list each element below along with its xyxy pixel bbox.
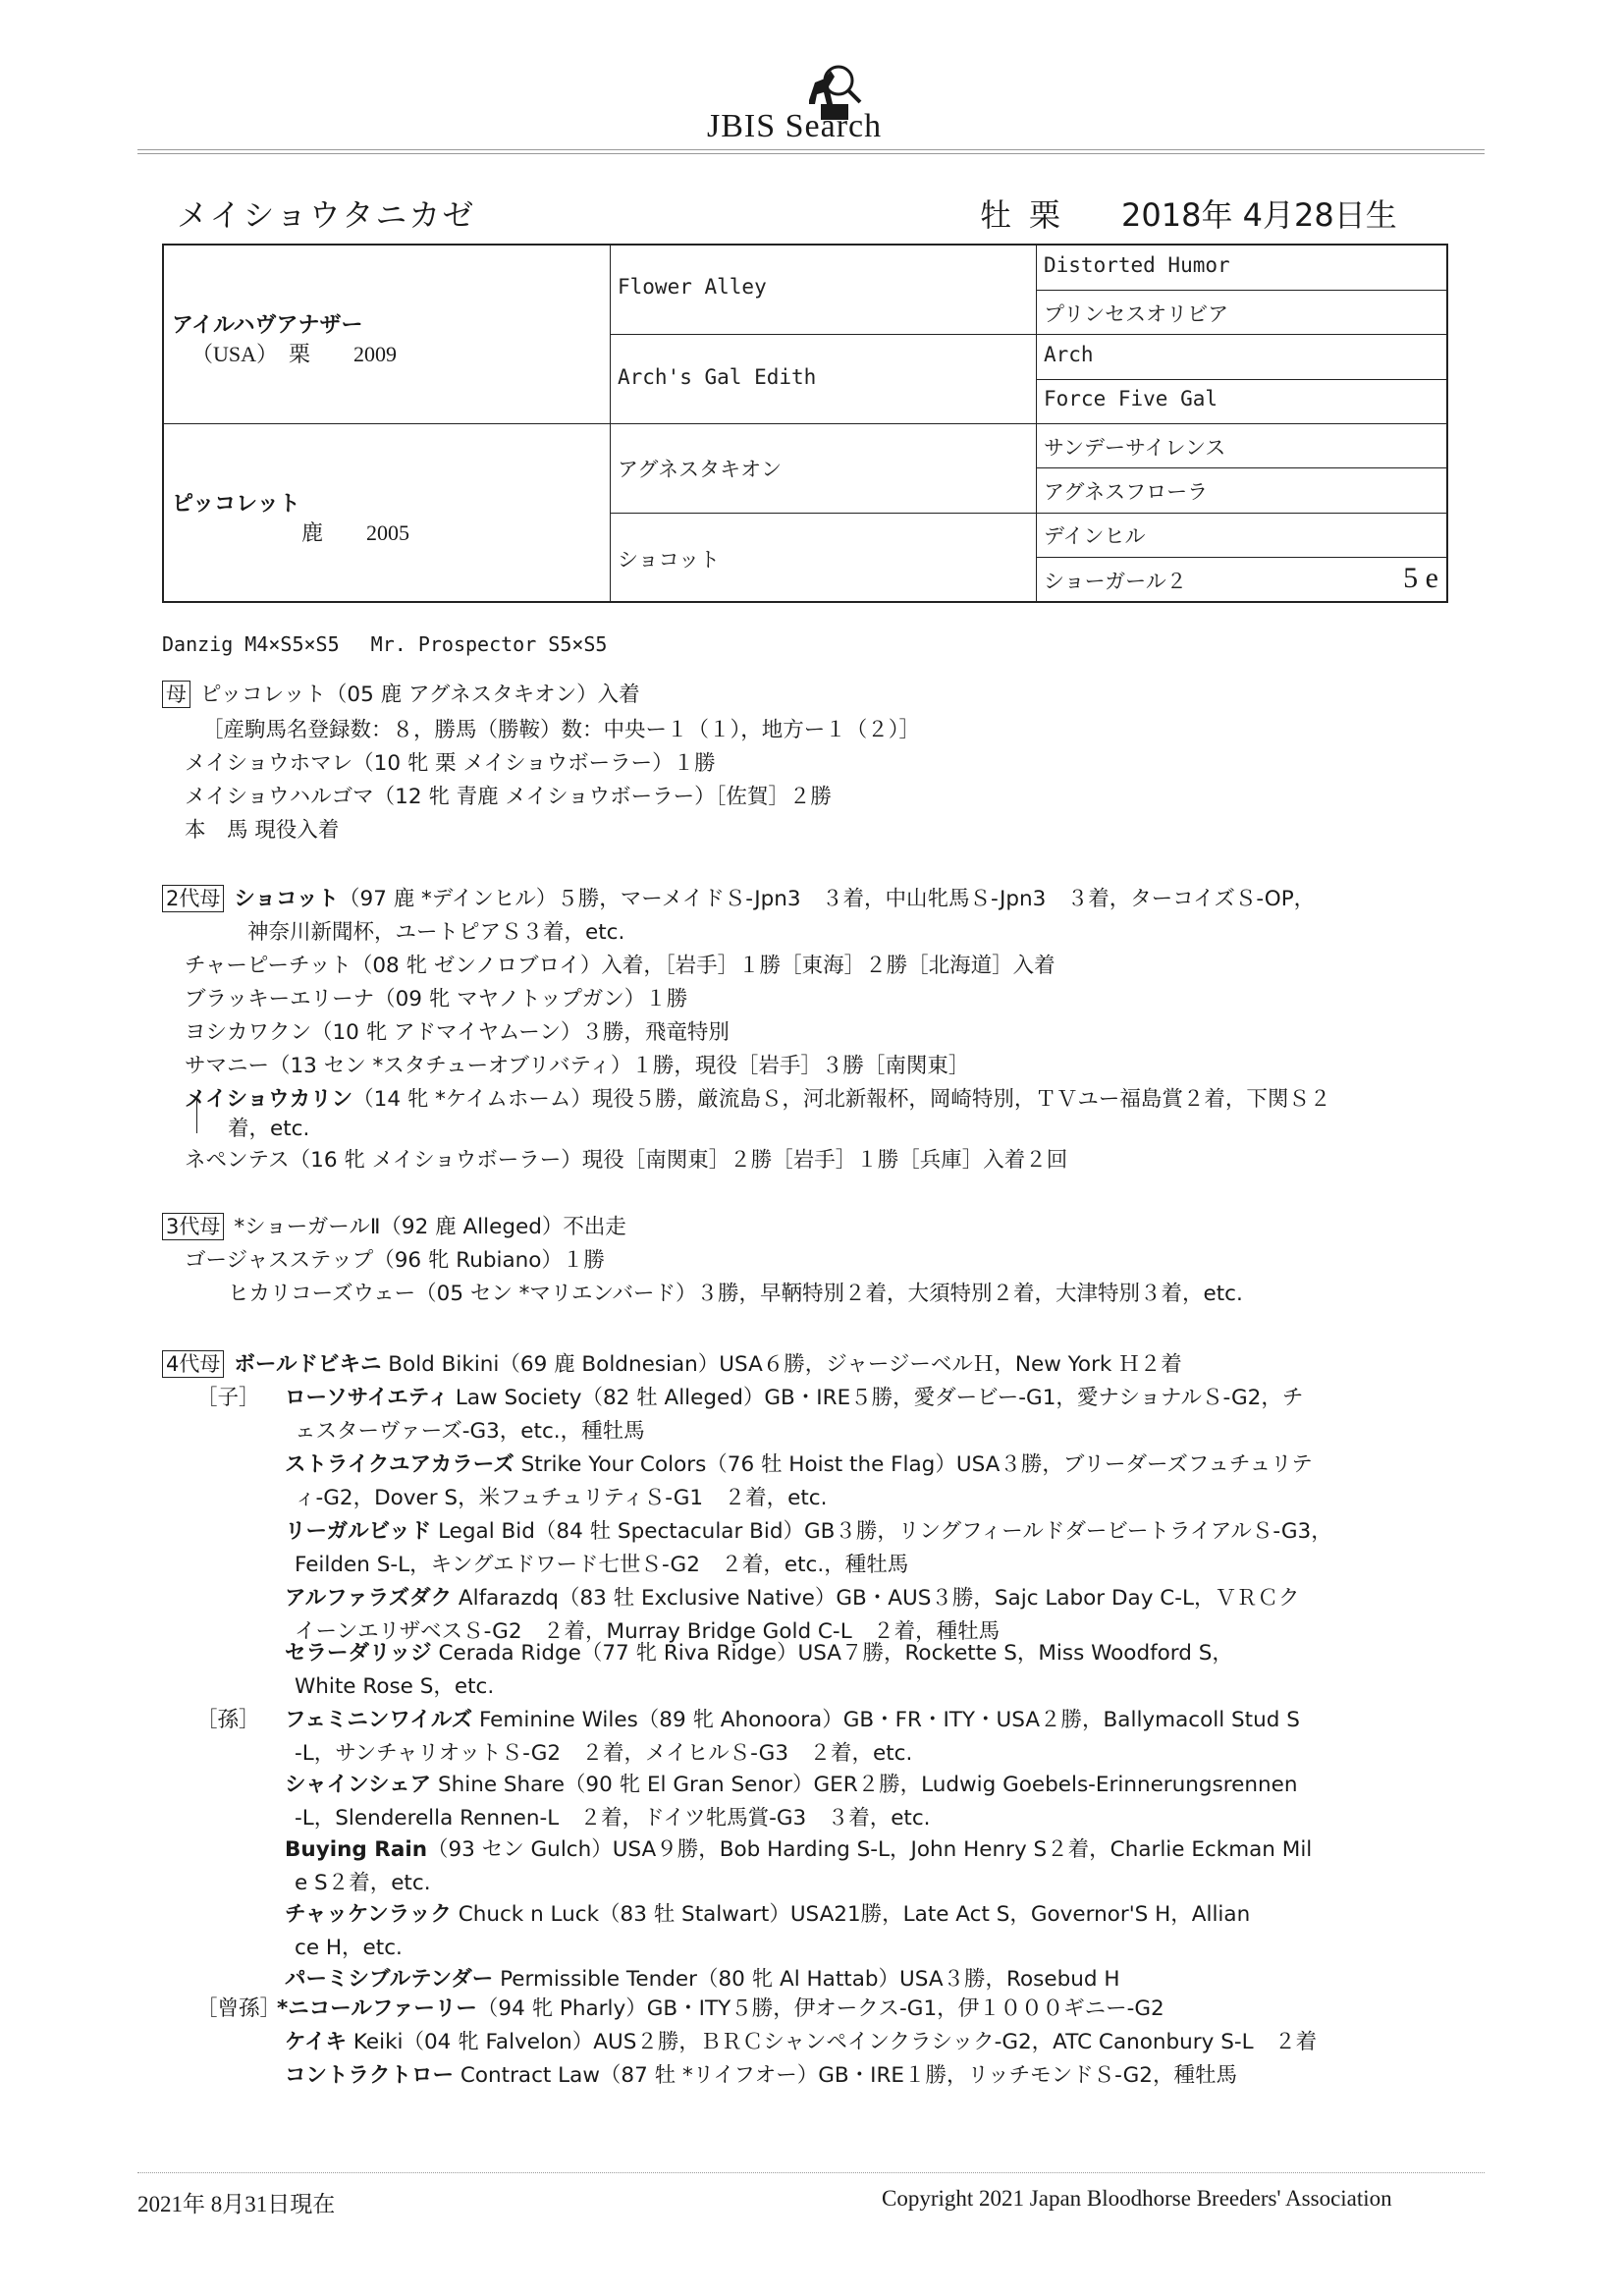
footer-rule [137, 2172, 1485, 2173]
second-dam-line: チャーピーチット（08 牝 ゼンノロブロイ）入着，［岩手］１勝［東海］２勝［北海道］入着 [185, 954, 1056, 978]
horse-color: 栗 [1029, 196, 1061, 234]
pedigree-dd: ショコット [618, 548, 721, 572]
produce-entry: チャッケンラック Chuck n Luck（83 牡 Stalwart）USA21勝，Late Act S，Governor'S H，Allian [285, 1902, 1251, 1927]
produce-entry-cont: ce H，etc. [295, 1936, 403, 1960]
second-dam-line: ネペンテス（16 牝 メイショウボーラー）現役［南関東］２勝［岩手］１勝［兵庫］入着２回 [185, 1148, 1068, 1173]
horse-sex: 牡 [980, 196, 1012, 234]
produce-entry: シャインシェア Shine Share（90 牝 El Gran Senor）GER２勝，Ludwig Goebels-Erinnerungsrennen [285, 1773, 1298, 1797]
continuation-bar [196, 1100, 197, 1133]
label-great-grandchild: ［曾孫］ [196, 1996, 282, 2021]
produce-entry-cont: e S２着，etc. [295, 1871, 431, 1895]
pedigree-divider [610, 334, 1446, 335]
second-dam-line: 着，etc. [228, 1117, 310, 1141]
dam-name: ピッコレット [172, 492, 300, 517]
produce-entry: コントラクトロー Contract Law（87 牡 *リイフオー）GB・IRE１勝，リッチモンドＳ-G2，種牡馬 [285, 2063, 1237, 2088]
second-dam-line: ブラッキーエリーナ（09 牝 マヤノトップガン）１勝 [185, 987, 688, 1011]
dam-line: メイショウホマレ（10 牝 栗 メイショウボーラー）１勝 [185, 751, 716, 776]
label-grandchild: ［孫］ [196, 1708, 260, 1732]
pedigree-divider [1036, 290, 1446, 291]
sire-info: （USA） 栗 2009 [191, 342, 398, 366]
pedigree-divider [1036, 557, 1446, 558]
pedigree-sd: Arch's Gal Edith [618, 365, 817, 389]
second-dam-text: （97 鹿 *デインヒル）５勝，マーメイドＳ-Jpn3 ３着，中山牝馬Ｓ-Jpn3 ３着，ターコイズＳ-OP， [339, 887, 1316, 911]
produce-entry-cont: White Rose S，etc. [295, 1674, 495, 1699]
logo-text: JBIS Search [707, 108, 883, 144]
pedigree-divider [164, 423, 1446, 424]
pedigree-table [162, 244, 1448, 603]
pedigree-sdd: Force Five Gal [1044, 387, 1218, 410]
second-dam-line: 神奈川新聞杯，ユートピアＳ３着，etc. [247, 920, 625, 945]
produce-entry: ケイキ Keiki（04 牝 Falvelon）AUS２勝，ＢＲＣシャンペインクラシック-G2，ATC Canonbury S-L ２着 [285, 2030, 1318, 2054]
produce-entry: ストライクユアカラーズ Strike Your Colors（76 牡 Hoist the Flag）USA３勝，ブリーダーズフュチュリテ [285, 1452, 1313, 1477]
produce-entry-cont: -L，Slenderella Rennen-L ２着，ドイツ牝馬賞-G3 ３着，etc. [295, 1806, 931, 1831]
pedigree-divider [1036, 467, 1446, 468]
jbis-search-logo [697, 61, 952, 149]
fourth-dam-name: ボールドビキニ [234, 1352, 382, 1377]
second-dam-line [162, 882, 1315, 912]
dam-info: 鹿 2005 [301, 520, 410, 545]
inbreeding-note: Danzig M4×S5×S5 Mr. Prospector S5×S5 [162, 632, 608, 656]
third-dam-tag: 3代母 [162, 1213, 224, 1240]
pedigree-divider [1036, 379, 1446, 380]
pedigree-ssd: プリンセスオリビア [1044, 302, 1229, 326]
header-rule [137, 149, 1485, 150]
second-dam-line: サマニー（13 セン *スタチューオブリバティ）１勝，現役［岩手］３勝［南関東］ [185, 1054, 970, 1078]
fourth-dam-line: 4代母 ボールドビキニ Bold Bikini（69 鹿 Boldnesian）USA６勝，ジャージーベルＨ，New York Ｈ２着 [162, 1347, 1182, 1378]
dam-line: 本 馬 現役入着 [185, 818, 340, 843]
second-dam-name: ショコット [234, 887, 340, 911]
produce-entry: パーミシブルテンダー Permissible Tender（80 牝 Al Hattab）USA３勝，Rosebud H [285, 1967, 1120, 1992]
pedigree-divider [610, 513, 1446, 514]
pedigree-ds: アグネスタキオン [618, 458, 783, 481]
copyright: Copyright 2021 Japan Bloodhorse Breeders' Association [882, 2186, 1392, 2211]
produce-entry: リーガルビッド Legal Bid（84 牡 Spectacular Bid）GB３勝，リングフィールドダービートライアルＳ-G3， [285, 1519, 1332, 1544]
label-child: ［子］ [196, 1386, 260, 1410]
dam-line: ［産駒馬名登録数：８，勝馬（勝鞍）数：中央ー１（１），地方ー１（２）］ [202, 718, 921, 742]
pedigree-sss: Distorted Humor [1044, 253, 1230, 277]
pedigree-dsd: アグネスフローラ [1044, 480, 1209, 504]
third-dam-line: ゴージャスステップ（96 牝 Rubiano）１勝 [185, 1248, 605, 1273]
produce-entry-cont: イーンエリザベスＳ-G2 ２着，Murray Bridge Gold C-L ２着，種牡馬 [295, 1619, 1001, 1644]
dam-section-tag: 母 [162, 681, 190, 708]
dam-section-line [162, 678, 640, 708]
pedigree-dds: デインヒル [1044, 524, 1146, 548]
produce-entry: アルファラズダク Alfarazdq（83 牡 Exclusive Native）GB・AUS３勝，Sajc Labor Day C-L，ＶＲＣク [285, 1586, 1300, 1611]
produce-entry-cont: Feilden S-L，キングエドワード七世Ｓ-G2 ２着，etc.，種牡馬 [295, 1553, 909, 1577]
pedigree-ddd: ショーガール２ [1044, 570, 1187, 593]
produce-entry-cont: -L，サンチャリオットＳ-G2 ２着，メイヒルＳ-G3 ２着，etc. [295, 1741, 913, 1766]
produce-entry: *ニコールファーリー（94 牝 Pharly）GB・ITY５勝，伊オークス-G1，伊１０００ギニー-G2 [277, 1996, 1164, 2021]
family-number: 5 e [1403, 562, 1438, 594]
horse-birthdate: 2018年 4月28日生 [1121, 196, 1397, 234]
pedigree-dss: サンデーサイレンス [1044, 436, 1226, 460]
third-dam-line: ヒカリコーズウェー（05 セン *マリエンバード）３勝，早鞆特別２着，大須特別２着，大津特別３着，etc. [228, 1282, 1243, 1306]
dam-line: ピッコレット（05 鹿 アグネスタキオン）入着 [200, 683, 640, 707]
third-dam-line: 3代母 *ショーガールⅡ（92 鹿 Alleged）不出走 [162, 1210, 626, 1240]
dam-line: メイショウハルゴマ（12 牝 青鹿 メイショウボーラー）［佐賀］２勝 [185, 785, 832, 809]
second-dam-tag: 2代母 [162, 885, 224, 912]
sire-name: アイルハヴアナザー [172, 313, 363, 338]
as-of-date: 2021年 8月31日現在 [137, 2192, 336, 2216]
produce-entry-cont: ィ-G2，Dover S，米フュチュリティＳ-G1 ２着，etc. [295, 1486, 828, 1510]
second-dam-line: ヨシカワクン（10 牝 アドマイヤムーン）３勝，飛竜特別 [185, 1020, 730, 1045]
header-rule-2 [137, 153, 1485, 154]
produce-entry-cont: ェスターヴァーズ-G3，etc.，種牡馬 [295, 1419, 645, 1444]
pedigree-sds: Arch [1044, 343, 1094, 366]
pedigree-ss: Flower Alley [618, 275, 767, 299]
produce-entry: フェミニンワイルズ Feminine Wiles（89 牝 Ahonoora）GB・FR・ITY・USA２勝，Ballymacoll Stud S [285, 1708, 1300, 1732]
horse-name: メイショウタニカゼ [177, 196, 476, 234]
second-dam-bold-name: メイショウカリン [185, 1087, 353, 1112]
produce-entry: セラーダリッジ Cerada Ridge（77 牝 Riva Ridge）USA７勝，Rockette S，Miss Woodford S， [285, 1641, 1233, 1666]
second-dam-line: メイショウカリン（14 牝 *ケイムホーム）現役５勝，厳流島Ｓ，河北新報杯，岡崎特別，ＴＶユー福島賞２着，下関Ｓ２ [185, 1087, 1331, 1112]
produce-entry: Buying Rain（93 セン Gulch）USA９勝，Bob Harding S-L，John Henry S２着，Charlie Eckman Mil [285, 1837, 1313, 1862]
produce-entry: ローソサイエティ Law Society（82 牡 Alleged）GB・IRE５勝，愛ダービー-G1，愛ナショナルＳ-G2，チ [285, 1386, 1304, 1410]
fourth-dam-tag: 4代母 [162, 1350, 224, 1378]
